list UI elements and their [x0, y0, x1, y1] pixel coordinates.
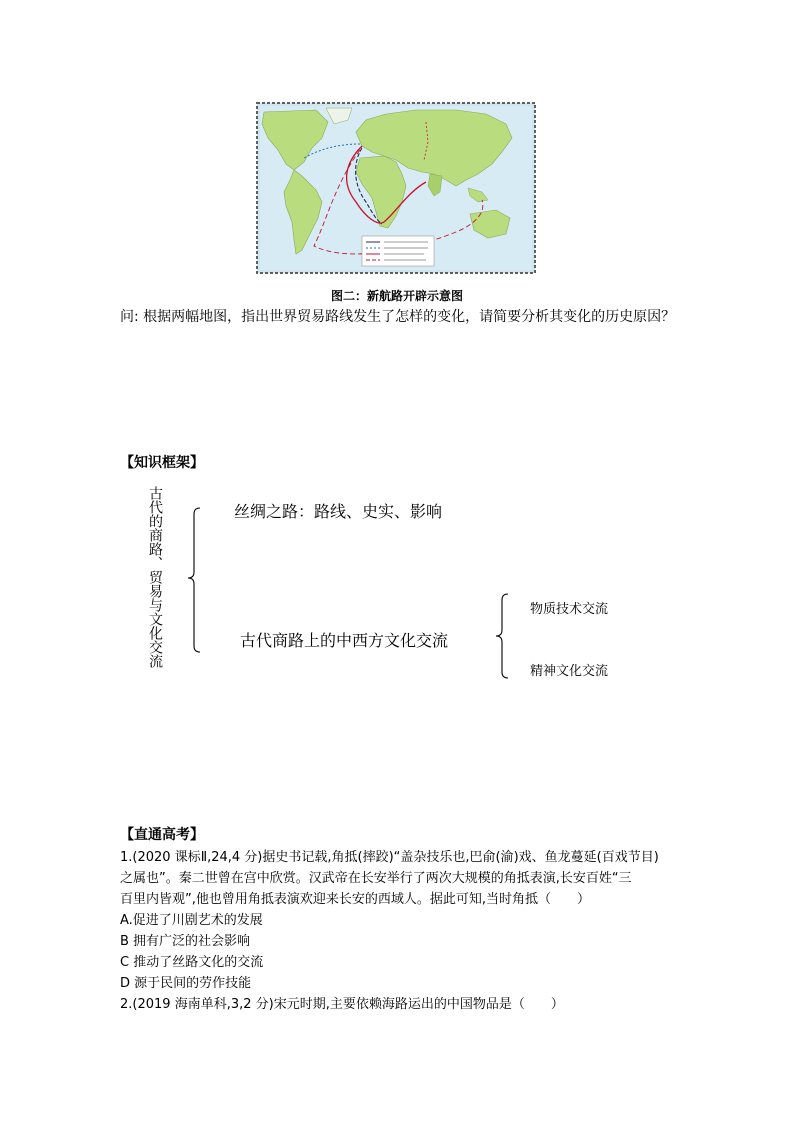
new-sea-routes-map — [256, 102, 536, 274]
branch-cultural-exchange: 古代商路上的中西方文化交流 — [240, 631, 449, 650]
q1-line-2: 之属也”。秦二世曾在宫中欣赏。汉武帝在长安举行了两次大规模的角抵表演,长安百姓“三 — [120, 871, 632, 886]
q2-line: 2.(2019 海南单科,3,2 分)宋元时期,主要依赖海路运出的中国物品是（ ） — [120, 997, 564, 1012]
framework-heading: 【知识框架】 — [120, 455, 204, 471]
q1-option-d: D 源于民间的劳作技能 — [120, 976, 252, 991]
main-brace — [180, 500, 210, 660]
q1-line-1: 1.(2020 课标Ⅱ,24,4 分)据史书记载,角抵(摔跤)“盖杂技乐也,巴俞(渝)戏、鱼龙蔓延(百戏节目) — [120, 850, 659, 865]
q1-line-3: 百里内皆观”,他也曾用角抵表演欢迎来长安的西域人。据此可知,当时角抵（ ） — [120, 892, 591, 907]
q1-option-c: C 推动了丝路文化的交流 — [120, 955, 264, 970]
map-graphic — [256, 102, 536, 274]
map-caption: 图二：新航路开辟示意图 — [330, 289, 463, 303]
sub-brace — [490, 590, 520, 682]
branch-silk-road: 丝绸之路：路线、史实、影响 — [234, 502, 443, 521]
exam-heading: 【直通高考】 — [120, 827, 204, 843]
q1-option-b: B 拥有广泛的社会影响 — [120, 934, 251, 949]
q1-option-a: A.促进了川剧艺术的发展 — [120, 913, 263, 928]
map-legend — [362, 236, 434, 266]
question-text: 问: 根据两幅地图，指出世界贸易路线发生了怎样的变化，请简要分析其变化的历史原因？ — [120, 309, 676, 325]
sub-spiritual-culture: 精神文化交流 — [530, 664, 609, 679]
framework-root: 古代的商路、贸易与文化交流 — [147, 486, 163, 668]
sub-material-tech: 物质技术交流 — [530, 602, 609, 617]
